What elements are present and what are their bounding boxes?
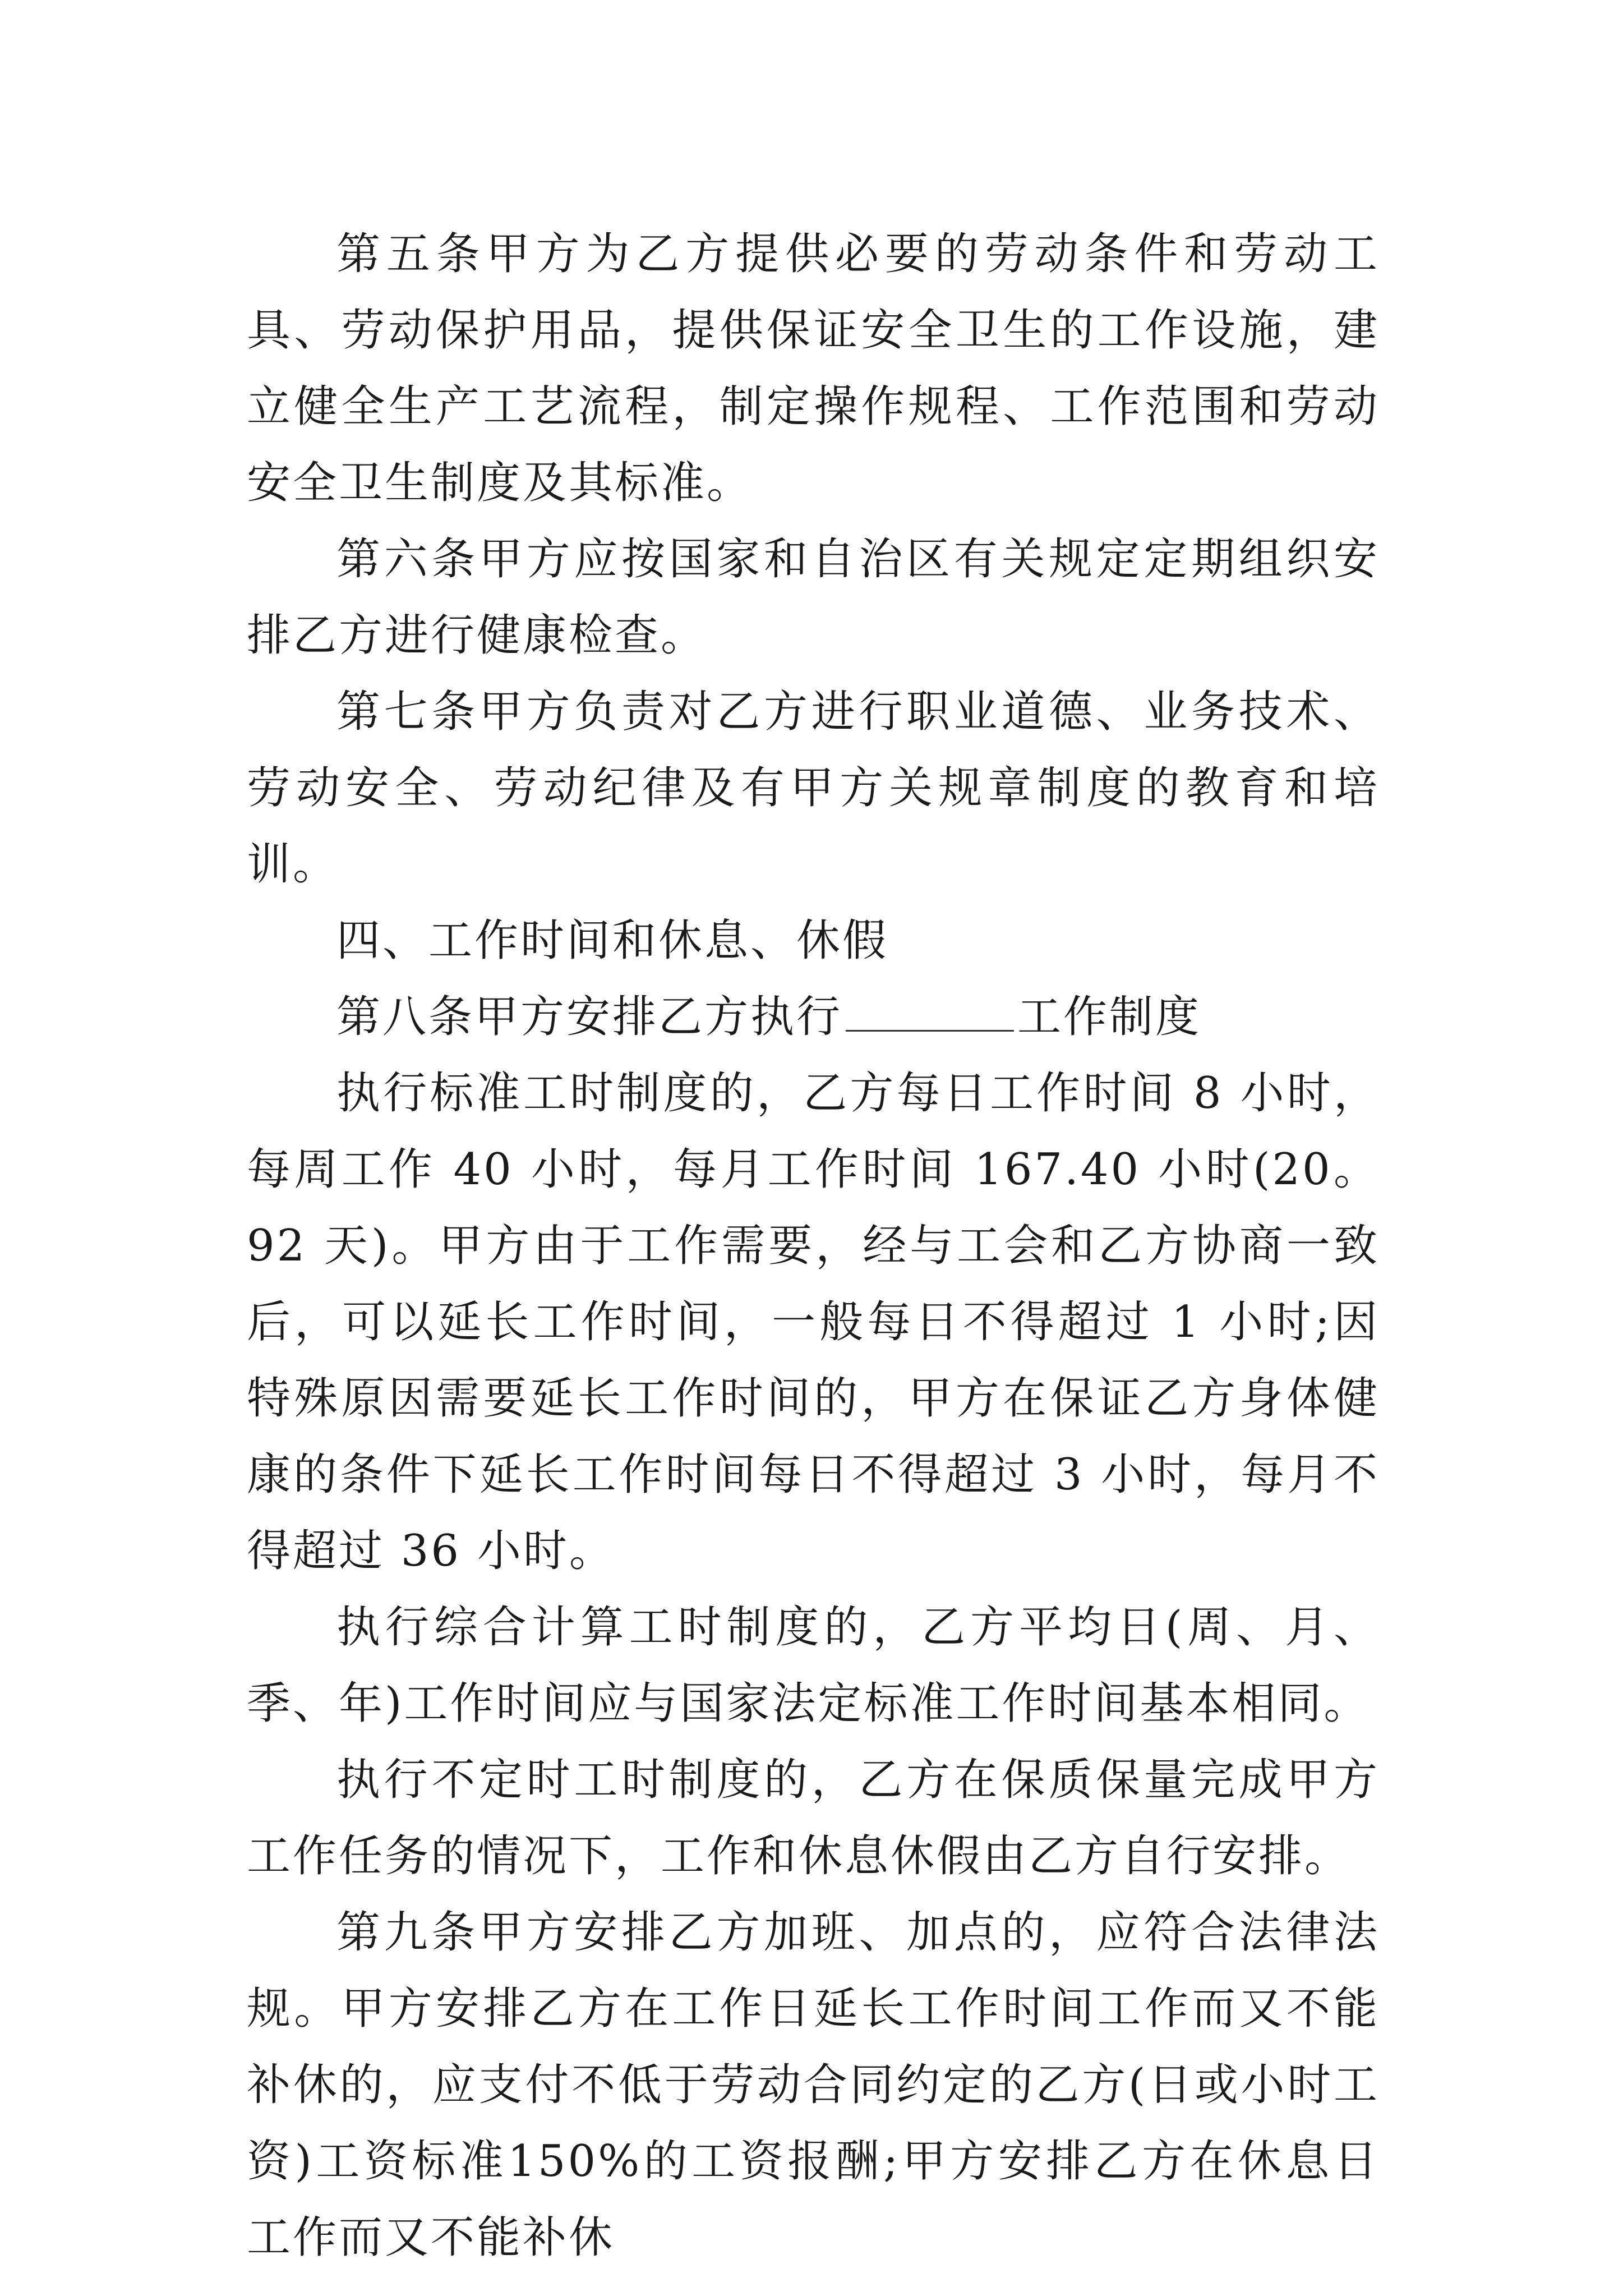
article-8-text-after-blank: 工作制度 <box>1017 992 1202 1042</box>
flexible-hours-paragraph: 执行不定时工时制度的，乙方在保质保量完成甲方工作任务的情况下，工作和休息休假由乙方自行安排。 <box>247 1755 1380 1881</box>
article-9-paragraph: 第九条甲方安排乙方加班、加点的，应符合法律法规。甲方安排乙方在工作日延长工作时间工作而又不能补休的，应支付不低于劳动合同约定的乙方(日或小时工资)工资标准150%的工资报酬;甲方安排乙方在休息日工作而又不能补休 <box>247 1907 1380 2263</box>
fill-in-blank-line <box>846 991 1014 1032</box>
article-6-paragraph: 第六条甲方应按国家和自治区有关规定定期组织安排乙方进行健康检查。 <box>247 534 1380 661</box>
article-8-text-before-blank: 第八条甲方安排乙方执行 <box>336 992 843 1042</box>
article-7-paragraph: 第七条甲方负责对乙方进行职业道德、业务技术、劳动安全、劳动纪律及有甲方关规章制度的教育和培训。 <box>247 687 1380 890</box>
standard-hours-paragraph: 执行标准工时制度的，乙方每日工作时间 8 小时，每周工作 40 小时，每月工作时间 167.40 小时(20。92 天)。甲方由于工作需要，经与工会和乙方协商一致后，可以延长工作时间，一般每日不得超过 1 小时;因特殊原因需要延长工作时间的，甲方在保证乙方身体健康的条件下延长工作时间每日不得超过 3 小时，每月不得超过 36 小时。 <box>247 1068 1380 1576</box>
article-5-paragraph: 第五条甲方为乙方提供必要的劳动条件和劳动工具、劳动保护用品，提供保证安全卫生的工作设施，建立健全生产工艺流程，制定操作规程、工作范围和劳动安全卫生制度及其标准。 <box>247 229 1380 508</box>
document-body <box>247 216 1380 2276</box>
comprehensive-hours-paragraph: 执行综合计算工时制度的，乙方平均日(周、月、季、年)工作时间应与国家法定标准工作时间基本相同。 <box>247 1602 1380 1729</box>
section-4-heading: 四、工作时间和休息、休假 <box>336 915 889 966</box>
article-8-paragraph <box>247 979 1380 1055</box>
